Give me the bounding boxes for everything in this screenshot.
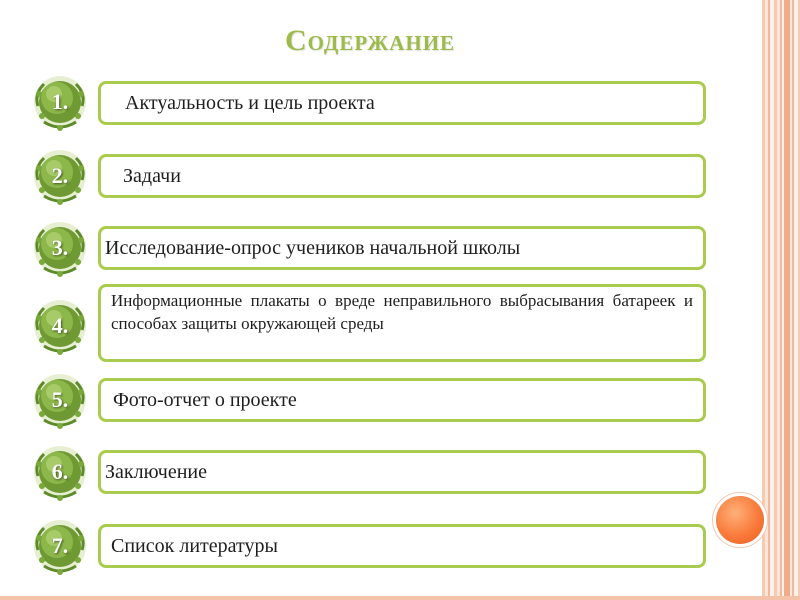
leaf-wreath-globe-icon: [30, 370, 90, 430]
leaf-wreath-globe-icon: [30, 442, 90, 502]
decorative-right-border-line: [784, 0, 790, 600]
decorative-bottom-strip: [0, 596, 800, 600]
contents-item-box[interactable]: [98, 524, 706, 568]
leaf-wreath-globe-icon: [30, 72, 90, 132]
leaf-wreath-globe-icon: [30, 516, 90, 576]
item-number: 6.: [51, 459, 69, 484]
item-number: 3.: [51, 235, 69, 260]
contents-item-text: Актуальность и цель проекта: [125, 91, 375, 114]
contents-item-box[interactable]: [98, 226, 706, 270]
orange-circle-icon: [716, 496, 764, 544]
contents-item-text: Список литературы: [111, 534, 278, 557]
leaf-wreath-globe-icon: [30, 218, 90, 278]
contents-item-text: Задачи: [123, 164, 181, 187]
item-number: 4.: [51, 313, 69, 338]
item-number: 2.: [51, 163, 69, 188]
contents-item-box[interactable]: [98, 81, 706, 125]
contents-item-box[interactable]: [98, 284, 706, 362]
leaf-wreath-globe-icon: [30, 296, 90, 356]
leaf-wreath-globe-icon: [30, 146, 90, 206]
slide-title: Содержание: [284, 24, 456, 57]
contents-item-text: Исследование-опрос учеников начальной школы: [105, 236, 521, 259]
item-number: 5.: [51, 387, 69, 412]
contents-item-box[interactable]: [98, 450, 706, 494]
item-number: 1.: [51, 89, 69, 114]
contents-item-text: Информационные плакаты о вреде неправильного выбрасывания батареек и способах защиты окружающей среды: [111, 291, 693, 333]
decorative-right-border: [762, 0, 800, 600]
contents-item-box[interactable]: [98, 378, 706, 422]
contents-item-text: Заключение: [105, 460, 207, 483]
contents-item-box[interactable]: [98, 154, 706, 198]
item-number: 7.: [51, 533, 69, 558]
contents-item-text: Фото-отчет о проекте: [113, 388, 297, 411]
